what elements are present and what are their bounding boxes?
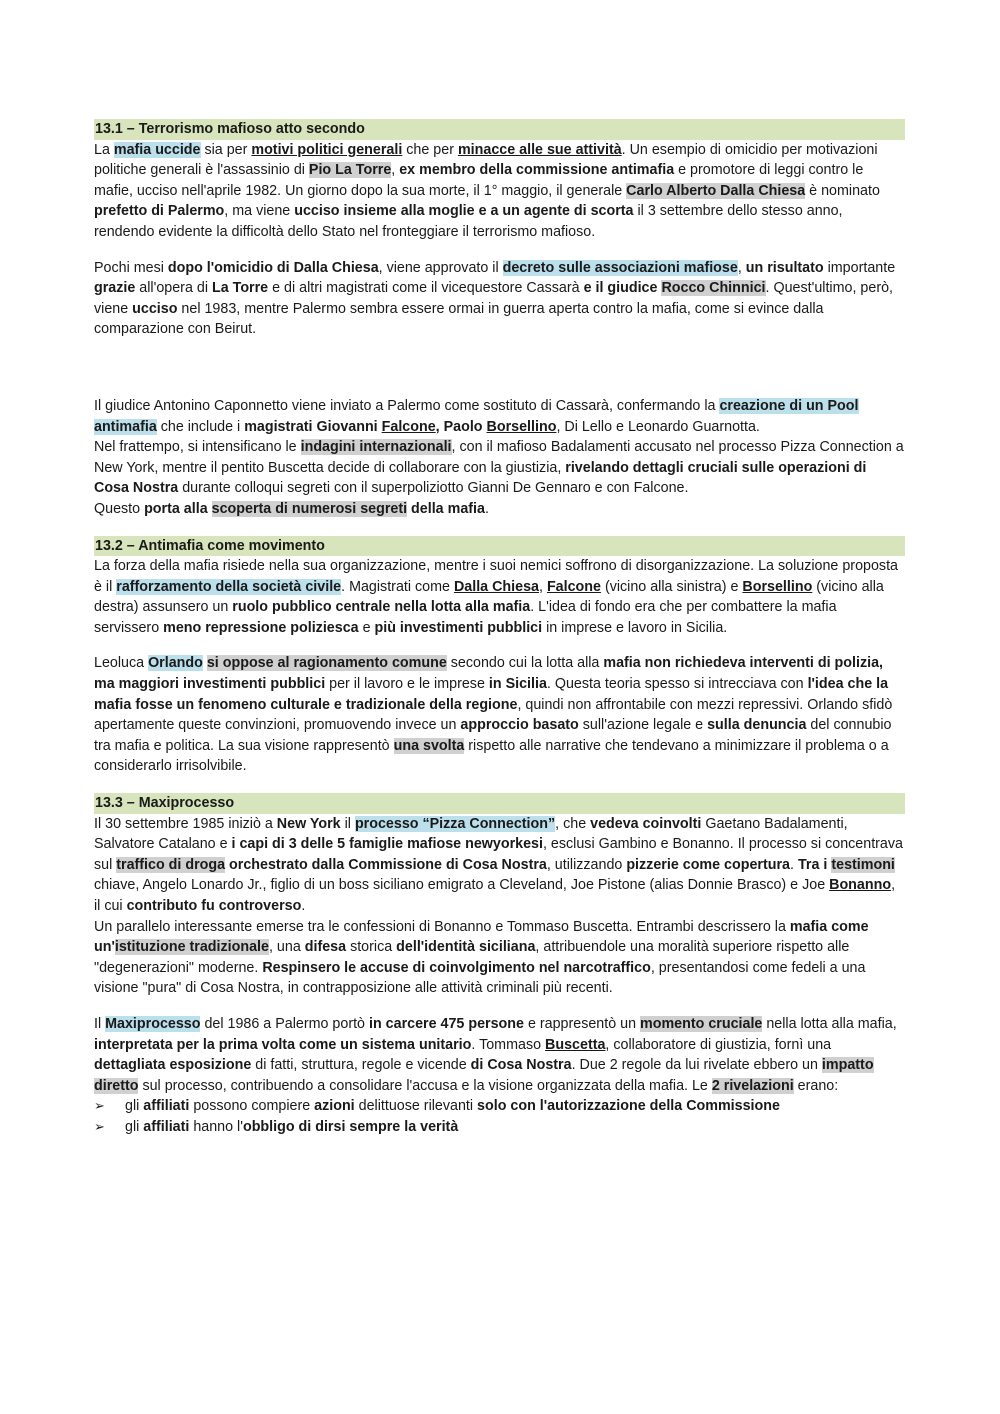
text-run: secondo cui la lotta alla <box>446 655 604 672</box>
text-run: Gaetano Badalamenti, Salvatore Catalano e <box>94 815 848 853</box>
text-run: e <box>358 619 375 636</box>
bold-text: Dalla Chiesa <box>453 578 539 595</box>
bold-text: La Torre <box>211 280 269 297</box>
text-run: La forza della mafia risiede nella sua organizzazione, mentre i suoi nemici soffrono di disorganizzazione. La soluzione proposta è il <box>94 558 898 595</box>
bold-text: i capi di 3 delle 5 famiglie mafiose newyorkesi <box>231 836 543 853</box>
bold-text: difesa <box>304 939 347 956</box>
bold-text: Bonanno <box>829 877 892 894</box>
text-run: sul processo, contribuendo a consolidare l'accusa e la visione organizzata della mafia. Le <box>138 1077 712 1094</box>
bold-text: sulla denuncia <box>707 717 807 734</box>
text-run: , ma viene <box>224 203 295 220</box>
bold-text: in Sicilia <box>488 676 547 693</box>
text-run: , collaboratore di giustizia, fornì una <box>605 1036 832 1053</box>
bold-text: meno repressione poliziesca <box>163 619 359 636</box>
bold-text: , Paolo <box>435 418 487 435</box>
text-run: Nel frattempo, si intensificano le <box>94 439 301 456</box>
highlighted-text: si oppose al ragionamento comune <box>206 655 447 672</box>
text-run: , con il mafioso Badalamenti accusato nel processo Pizza Connection a New York, mentre il pentito Buscetta decide di collaborare con la giustizia, <box>94 439 904 476</box>
bold-text: più investimenti pubblici <box>374 619 543 636</box>
bold-text: di Cosa Nostra <box>470 1057 572 1074</box>
highlighted-text: 2 rivelazioni <box>711 1077 794 1094</box>
bold-text: approccio basato <box>460 717 579 734</box>
text-run: che include i <box>156 418 245 435</box>
text-run: il <box>340 815 355 832</box>
arrow-bullet-icon: ➢ <box>94 1118 105 1134</box>
text-run: che per <box>402 141 458 158</box>
text-run: , che <box>555 815 591 832</box>
bullet-text <box>125 1098 780 1114</box>
bold-text: pizzerie come copertura <box>626 856 791 873</box>
highlighted-text: Pio La Torre <box>308 162 392 179</box>
highlighted-text: mafia uccide <box>113 141 201 158</box>
text-run: gli <box>125 1098 144 1115</box>
text-run: . Tommaso <box>471 1036 546 1053</box>
bold-text: mafia non richiedeva interventi di polizia, ma maggiori investimenti pubblici <box>94 655 884 693</box>
highlighted-text: rafforzamento della società civile <box>116 578 342 595</box>
bold-text: ex membro della commissione antimafia <box>399 162 675 179</box>
text-run: sull'azione legale e <box>578 717 708 734</box>
bold-text: magistrati Giovanni <box>244 418 382 435</box>
text-run: . L'idea di fondo era che per combattere la mafia servissero <box>94 599 837 636</box>
text-run: Leoluca <box>94 655 149 672</box>
bold-text: Buscetta <box>545 1036 606 1053</box>
bold-text: un risultato <box>745 259 824 276</box>
text-run: . Quest'ultimo, però, viene <box>94 280 894 317</box>
bullet-item <box>94 1117 905 1138</box>
bold-text: Falcone <box>381 418 436 435</box>
bold-text: solo con l'autorizzazione della Commissione <box>477 1098 780 1115</box>
highlighted-text: traffico di droga <box>116 856 226 873</box>
text-run: e di altri magistrati come il vicequestore Cassarà <box>268 280 584 297</box>
text-run: nel 1983, mentre Palermo sembra essere ormai in guerra aperta contro la mafia, come si evince dalla comparazione con Beirut. <box>94 300 824 338</box>
bold-text: affiliati <box>143 1118 190 1135</box>
bold-text: Tra i <box>797 856 832 873</box>
bold-text: prefetto di Palermo <box>94 203 225 220</box>
text-run: , <box>538 578 547 595</box>
text-run: durante colloqui segreti con il superpoliziotto Gianni De Gennaro e con Falcone. <box>178 480 689 497</box>
bold-text: l'idea che la mafia fosse un fenomeno culturale e tradizionale della regione <box>94 676 889 713</box>
bold-text: Borsellino <box>486 418 557 435</box>
paragraph <box>94 258 905 340</box>
text-run: gli <box>125 1118 144 1135</box>
bold-text: mafia come un' <box>94 918 869 956</box>
text-run: La <box>94 141 114 158</box>
text-run: Il giudice Antonino Caponnetto viene inviato a Palermo come sostituto di Cassarà, confermando la <box>94 397 720 414</box>
document-page <box>94 119 905 1138</box>
text-run: , viene approvato il <box>378 259 503 276</box>
text-run: del connubio tra mafia e politica. La sua visione rappresentò <box>94 717 892 754</box>
bold-text: contributo fu controverso <box>126 898 302 914</box>
text-run: storica <box>346 939 397 956</box>
highlighted-text: una svolta <box>393 737 465 754</box>
bullet-list <box>94 1096 905 1137</box>
text-run: , utilizzando <box>546 856 627 873</box>
bold-text: New York <box>276 815 341 832</box>
text-run: , <box>737 259 746 276</box>
bold-text: dettagliata esposizione <box>94 1057 252 1074</box>
text-run: , esclusi Gambino e Bonanno. Il processo si concentrava sul <box>94 836 903 873</box>
paragraph <box>94 814 905 999</box>
text-run: Il <box>94 1015 106 1032</box>
highlighted-text: Carlo Alberto Dalla Chiesa <box>626 182 806 199</box>
text-run: Un parallelo interessante emerse tra le confessioni di Bonanno e Tommaso Buscetta. Entrambi descrissero la <box>94 918 790 935</box>
text-run: . Due 2 regole da lui rivelate ebbero un <box>571 1057 822 1074</box>
bold-text: obbligo di dirsi sempre la verità <box>242 1118 459 1135</box>
bold-text: della mafia <box>407 500 485 517</box>
paragraph <box>94 653 905 777</box>
text-run: del 1986 a Palermo portò <box>200 1015 369 1032</box>
text-run: possono compiere <box>189 1098 315 1115</box>
text-run: (vicino alla sinistra) e <box>600 578 743 595</box>
text-run: rispetto alle narrative che tendevano a minimizzare il problema o a considerarlo irrisolvibile. <box>94 737 889 775</box>
paragraph <box>94 396 905 520</box>
text-run: importante <box>823 259 896 276</box>
text-run: , quindi non affrontabile con mezzi repressivi. Orlando sfidò apertamente queste convinzioni, promuovendo invece un <box>94 696 893 734</box>
text-run: . <box>301 898 306 914</box>
text-run: sia per <box>200 141 252 158</box>
text-run: , attribuendole una moralità superiore rispetto alle "degenerazioni" moderne. <box>94 939 850 976</box>
highlighted-text: testimoni <box>831 856 895 873</box>
bullet-text <box>125 1119 458 1135</box>
text-run: e rappresentò un <box>523 1015 641 1032</box>
bullet-item <box>94 1096 905 1117</box>
bold-text: vedeva coinvolti <box>590 815 702 832</box>
text-run: Questo <box>94 500 145 517</box>
text-run: erano: <box>793 1077 839 1094</box>
bold-text: dell'identità siciliana <box>396 939 536 956</box>
text-run: chiave, Angelo Lonardo Jr., figlio di un boss siciliano emigrato a Cleveland, Joe Pistone (alias Donnie Brasco) e Joe <box>94 877 830 894</box>
highlighted-text: Rocco Chinnici <box>661 280 766 297</box>
section-heading: 13.3 – Maxiprocesso <box>94 793 905 814</box>
bold-text: porta alla <box>144 500 212 517</box>
highlighted-text: processo “Pizza Connection” <box>354 815 556 832</box>
bold-text: ucciso insieme alla moglie e a un agente di scorta <box>294 203 634 220</box>
paragraph <box>94 140 905 243</box>
text-run: il 3 settembre dello stesso anno, rendendo evidente la difficoltà dello Stato nel fronteggiare il terrorismo mafioso. <box>94 203 843 240</box>
highlighted-text: istituzione tradizionale <box>114 939 269 956</box>
bold-text: e il giudice <box>583 280 658 297</box>
section-heading: 13.1 – Terrorismo mafioso atto secondo <box>94 119 905 140</box>
bold-text: minacce alle sue attività <box>457 141 622 158</box>
text-run: . Magistrati come <box>341 578 454 595</box>
bold-text: Falcone <box>546 578 601 595</box>
text-run: , il cui <box>94 877 896 914</box>
bold-text: orchestrato dalla Commissione di Cosa Nostra <box>225 856 547 873</box>
highlighted-text: decreto sulle associazioni mafiose <box>502 259 738 276</box>
highlighted-text: scoperta di numerosi segreti <box>211 500 408 517</box>
paragraph <box>94 1014 905 1096</box>
text-run: , <box>391 162 400 179</box>
text-run: e promotore di leggi contro le mafie, ucciso nell'aprile 1982. Un giorno dopo la sua morte, il 1° maggio, il generale <box>94 162 864 199</box>
highlighted-text: Maxiprocesso <box>105 1015 201 1032</box>
highlighted-text: indagini internazionali <box>300 439 452 456</box>
bold-text: ucciso <box>132 300 178 317</box>
text-run: . <box>484 500 489 517</box>
bold-text: in carcere 475 persone <box>368 1015 524 1032</box>
text-run: . <box>790 856 798 873</box>
text-run: hanno l' <box>189 1118 243 1135</box>
text-run: delittuose rilevanti <box>354 1098 478 1115</box>
text-run: , Di Lello e Leonardo Guarnotta. <box>556 418 760 435</box>
text-run: (vicino alla destra) assunsero un <box>94 578 884 616</box>
text-run: in imprese e lavoro in Sicilia. <box>542 619 728 636</box>
paragraph <box>94 556 905 638</box>
text-run: nella lotta alla mafia, <box>762 1015 897 1032</box>
text-run: Pochi mesi <box>94 259 168 276</box>
bold-text: motivi politici generali <box>251 141 403 158</box>
bold-text: azioni <box>314 1098 355 1115</box>
text-run: all'opera di <box>135 280 212 297</box>
text-run: è nominato <box>805 182 880 199</box>
text-run: Il 30 settembre 1985 iniziò a <box>94 815 277 832</box>
text-run: . Questa teoria spesso si intrecciava con <box>546 676 808 693</box>
text-run: , una <box>268 939 305 956</box>
section-heading: 13.2 – Antimafia come movimento <box>94 536 905 557</box>
bold-text: grazie <box>94 280 136 297</box>
text-run: per il lavoro e le imprese <box>325 676 489 693</box>
bold-text: dopo l'omicidio di Dalla Chiesa <box>167 259 379 276</box>
bold-text: Respinsero le accuse di coinvolgimento nel narcotraffico <box>262 959 651 976</box>
bold-text: rivelando dettagli cruciali sulle operazioni di Cosa Nostra <box>94 459 867 497</box>
text-run: di fatti, struttura, regole e vicende <box>251 1057 471 1074</box>
bold-text: ruolo pubblico centrale nella lotta alla mafia <box>232 599 531 616</box>
highlighted-text: creazione di un Pool antimafia <box>94 397 859 435</box>
bold-text: Borsellino <box>742 578 813 595</box>
text-run: . Un esempio di omicidio per motivazioni politiche generali è l'assassinio di <box>94 141 878 179</box>
bold-text: interpretata per la prima volta come un sistema unitario <box>94 1036 472 1053</box>
highlighted-text: impatto diretto <box>94 1057 874 1094</box>
bold-text: affiliati <box>143 1098 190 1115</box>
text-run: , presentandosi come fedeli a una visione "pura" di Cosa Nostra, in contrapposizione alle attività criminali più recenti. <box>94 959 866 997</box>
arrow-bullet-icon: ➢ <box>94 1098 105 1114</box>
highlighted-text: momento cruciale <box>640 1015 763 1032</box>
highlighted-text: Orlando <box>148 655 203 672</box>
